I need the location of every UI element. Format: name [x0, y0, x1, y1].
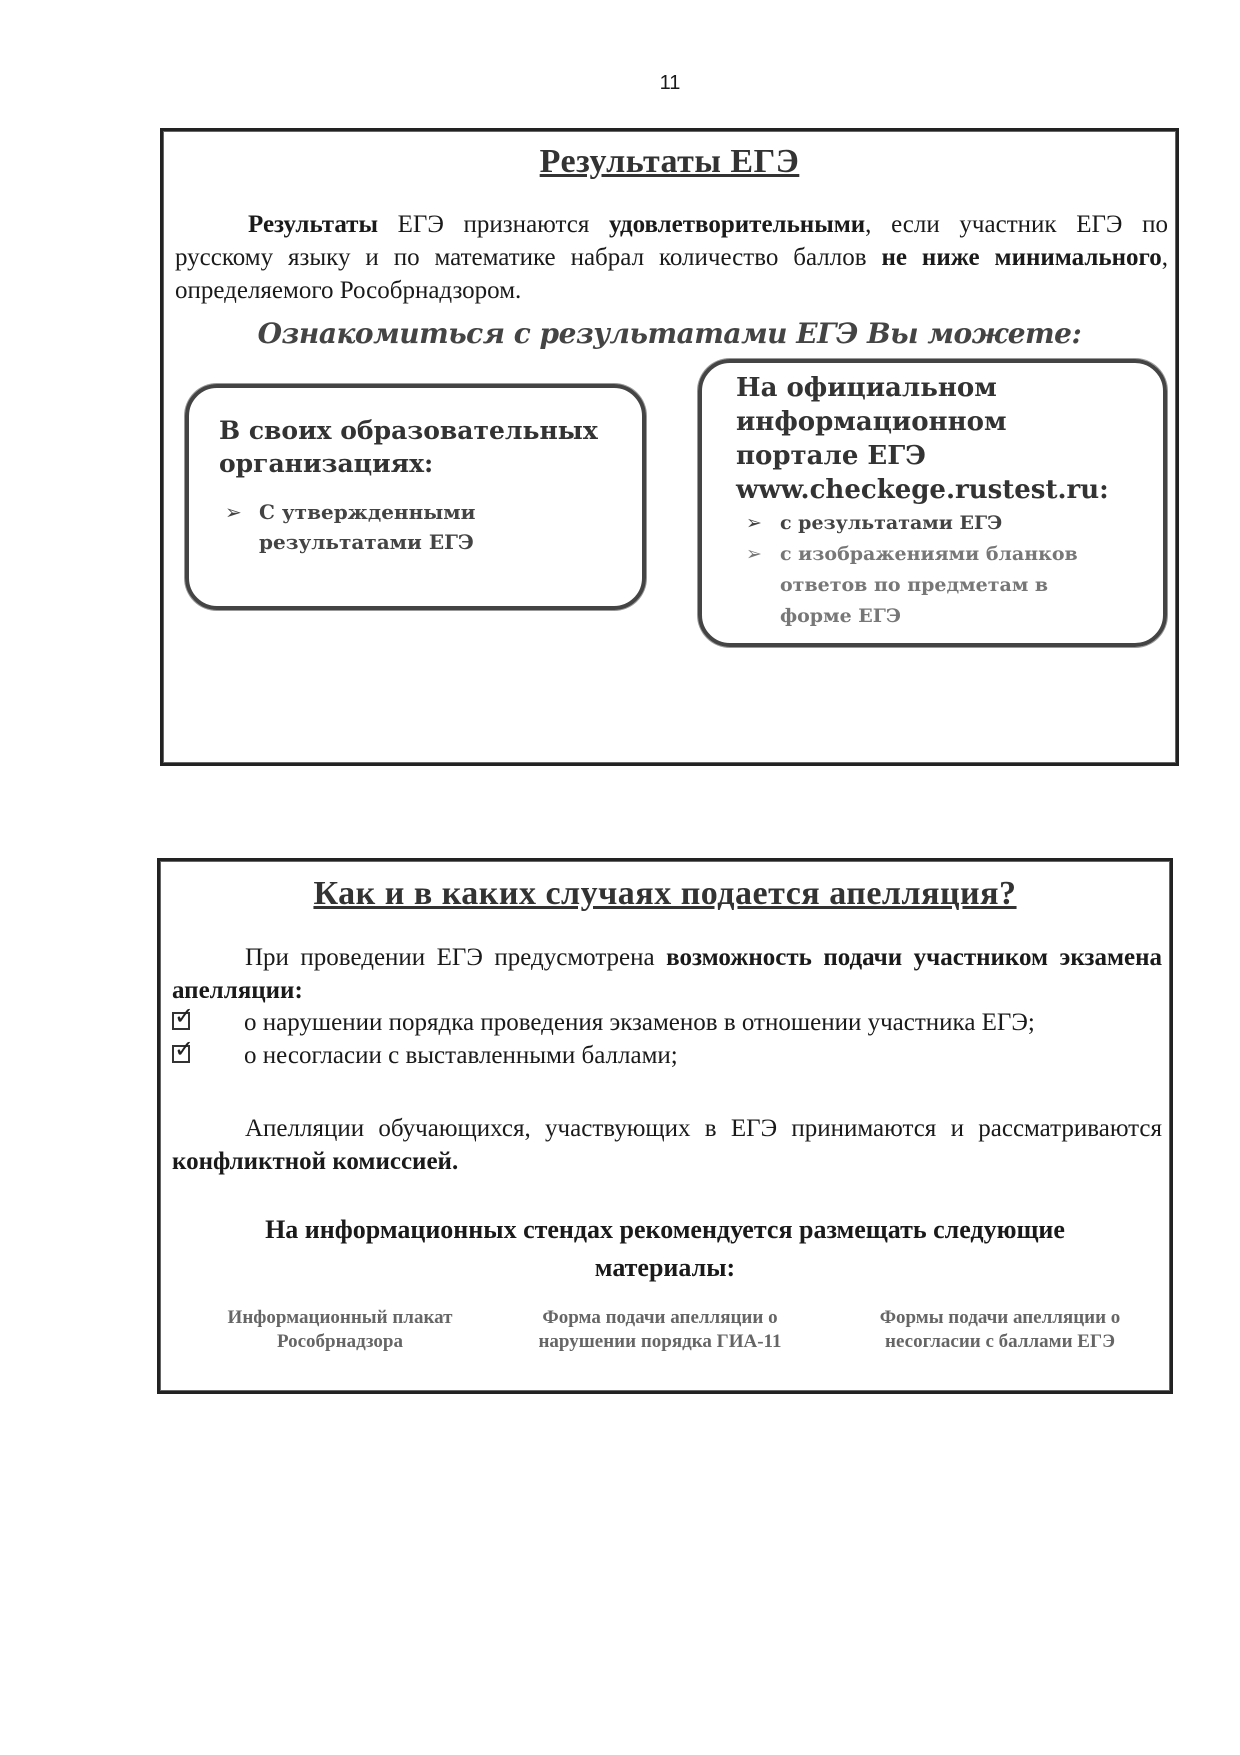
list-item: ➢ с результатами ЕГЭ — [746, 508, 1126, 539]
portal-box-list — [746, 508, 1126, 632]
results-bold-2: удовлетворительными — [609, 211, 866, 238]
schools-box-heading: В своих образовательных организациях: — [219, 416, 598, 478]
schools-box — [185, 384, 646, 610]
results-cursive-heading: Ознакомиться с результатами ЕГЭ Вы можете: — [257, 317, 1082, 350]
materials-row — [160, 1306, 1170, 1366]
arrow-bullet-icon: ➢ — [225, 500, 242, 524]
results-title: Результаты ЕГЭ — [539, 143, 800, 180]
results-paragraph — [175, 208, 1168, 307]
appeal-title: Как и в каких случаях подается апелляция? — [313, 875, 1017, 912]
material-disagreement-form: Формы подачи апелляции о несогласии с баллами ЕГЭ — [879, 1307, 1121, 1352]
list-item: ➢ С утвержденными результатами ЕГЭ — [225, 497, 555, 557]
results-bold-3: не ниже минимального — [881, 244, 1162, 271]
results-text-3: , определяемого Рособрнадзором. — [175, 244, 1169, 304]
checkbox-checked-icon: ✓ — [174, 1035, 195, 1063]
results-text-1: ЕГЭ признаются — [377, 211, 610, 238]
arrow-bullet-icon: ➢ — [746, 512, 762, 534]
stands-title: На информационных стендах рекомендуется размещать следующие материалы: — [265, 1215, 1065, 1282]
page-number: 11 — [659, 72, 681, 94]
checkbox-checked-icon: ✓ — [174, 1002, 195, 1030]
schools-box-list — [225, 497, 555, 557]
appeal-review-text: Апелляции обучающихся, участвующих в ЕГЭ принимаются и рассматриваются — [245, 1115, 1162, 1142]
material-poster: Информационный плакат Рособрнадзора — [227, 1307, 453, 1352]
appeal-intro — [172, 941, 1162, 1007]
appeal-review-paragraph — [172, 1112, 1162, 1178]
arrow-bullet-icon: ➢ — [746, 543, 762, 565]
portal-box — [698, 359, 1167, 647]
checklist-item-text: о несогласии с выставленными баллами; — [244, 1042, 678, 1069]
appeal-panel — [157, 858, 1173, 1394]
portal-box-heading: На официальном информационном портале ЕГЭ www.checkege.rustest.ru: — [736, 373, 1109, 505]
results-text-2: , если участник ЕГЭ по русскому языку и по математике набрал количество баллов — [175, 211, 1168, 271]
list-item: ➢ с изображениями бланков ответов по предметам в форме ЕГЭ — [746, 539, 1126, 632]
checklist-item-text: о нарушении порядка проведения экзаменов в отношении участника ЕГЭ; — [244, 1009, 1035, 1036]
appeal-intro-bold: возможность подачи участником экзамена апелляции: — [172, 944, 1162, 1004]
results-bold-1: Результаты — [248, 211, 378, 238]
material-violation-form: Форма подачи апелляции о нарушении порядка ГИА-11 — [538, 1307, 782, 1352]
results-panel — [160, 128, 1179, 766]
appeal-intro-text: При проведении ЕГЭ предусмотрена — [245, 944, 667, 971]
appeal-review-bold: конфликтной комиссией. — [172, 1148, 459, 1175]
